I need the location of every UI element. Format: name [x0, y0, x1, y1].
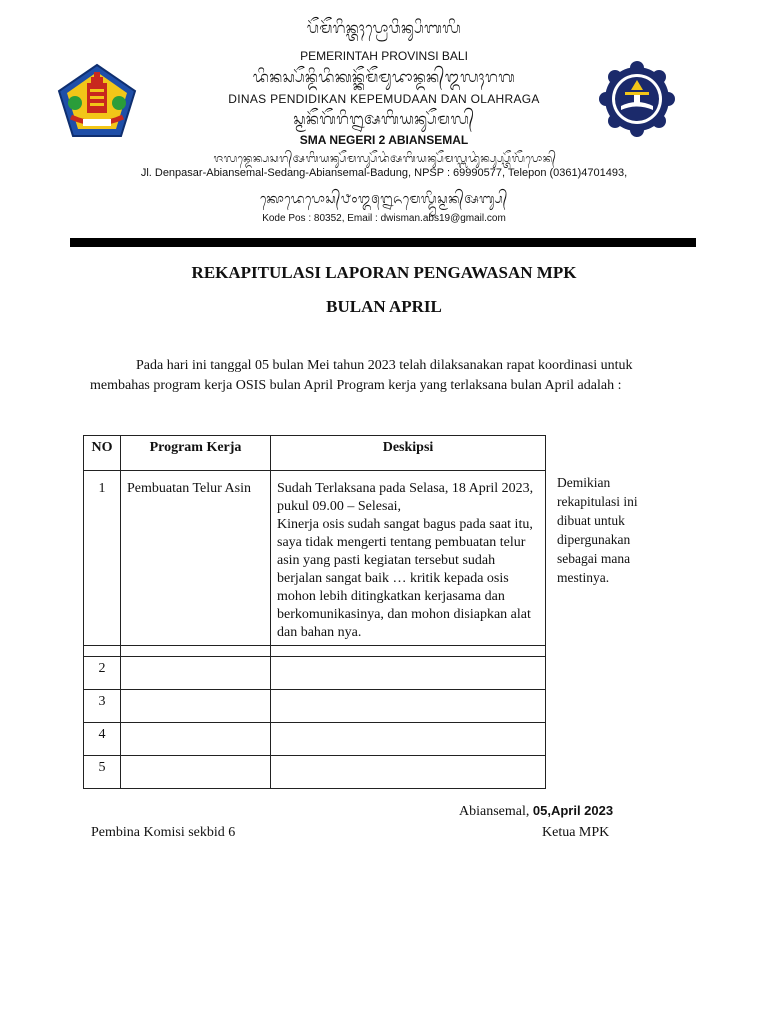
place-and-date — [459, 803, 613, 820]
intro-paragraph — [90, 356, 690, 396]
row-number: 4 — [84, 723, 121, 756]
department-name: DINAS PENDIDIKAN KEPEMUDAAN DAN OLAHRAGA — [228, 92, 540, 106]
letterhead-divider — [70, 238, 696, 247]
table-row — [84, 723, 546, 756]
program-name: Pembuatan Telur Asin — [121, 471, 271, 646]
table-row — [84, 646, 546, 657]
balinese-script-address: ᬚᬮᬦ᭄ᬤᬾᬦ᭄ᬧᬲᬭ᭄ᬅᬩᬶᬬᬦ᭄ᬲᭂᬫᬮ᭄ᬲᭂᬤᬂᬅᬩᬶᬬᬦ᭄ᬲᭂᬫᬮ᭄ᬩᬤᬸᬂᬦ᭄ᬧ᭄ᬲ᭄ᬧ᭄ᬢᭂᬮᭂᬧᭀᬦ᭄ — [213, 152, 557, 165]
column-header-program: Program Kerja — [121, 436, 271, 471]
column-header-no: NO — [84, 436, 121, 471]
table-row — [84, 756, 546, 789]
row-number: 5 — [84, 756, 121, 789]
row-number: 3 — [84, 690, 121, 723]
balinese-script-government: ᬧᭂᬫᭂᬭᬶᬦ᭄ᬢᬄᬧ᭄ᬭᭀᬯᬶᬦ᭄ᬲᬶᬩᬮᬶ — [306, 19, 462, 37]
right-signatory: Ketua MPK — [542, 825, 610, 840]
closing-note: Demikian rekapitulasi ini dibuat untuk dipergunakan sebagai mana mestinya. — [557, 475, 638, 585]
table-header-row — [84, 436, 546, 471]
document-subtitle: BULAN APRIL — [326, 297, 442, 316]
place: Abiansemal, — [459, 804, 530, 819]
column-header-description: Deskipsi — [271, 436, 546, 471]
intro-line-2: membahas program kerja OSIS bulan April Program kerja yang terlaksana bulan April adalah : — [90, 378, 622, 393]
program-description — [271, 471, 546, 646]
row-number: 1 — [84, 471, 121, 646]
balinese-script-contact: ᬓᭀᬤᬾᬧᭀᬲ᭄᭘᭐᭓᭕᭒ᬏᬫᬾᬮ᭄ᬤ᭄ᬯᬶᬲ᭄ᬫᬦ᭄ᬅᬩ᭄ᬲ᭄ — [260, 192, 508, 207]
left-signatory: Pembina Komisi sekbid 6 — [91, 825, 236, 840]
school-contact: Kode Pos : 80352, Email : dwisman.abs19@gmail.com — [262, 213, 506, 224]
description-review: Kinerja osis sudah sangat bagus pada saat itu, saya tidak mengerti tentang pembuatan telur asin yang pasti kegiatan tersebut sudah berjalan sangat baik … kritik kepada osis mohon lebih ditingkatkan kerjasama dan berkomunikasinya, dan mohon disiapkan alat dan bahan nya. — [277, 517, 533, 640]
bali-province-emblem-icon — [57, 63, 137, 138]
row-number: 2 — [84, 657, 121, 690]
document-title: REKAPITULASI LAPORAN PENGAWASAN MPK — [191, 263, 577, 282]
program-table — [83, 435, 546, 789]
school-emblem-icon — [596, 60, 678, 138]
school-name: SMA NEGERI 2 ABIANSEMAL — [299, 133, 469, 147]
date: 05,April 2023 — [532, 803, 614, 818]
government-name: PEMERINTAH PROVINSI BALI — [300, 49, 468, 63]
description-status: Sudah Terlaksana pada Selasa, 18 April 2023, pukul 09.00 – Selesai, — [277, 481, 534, 514]
school-address: Jl. Denpasar-Abiansemal-Sedang-Abiansemal-Badung, NPSP : 69990577, Telepon (0361)4701493, — [140, 167, 628, 179]
table-row — [84, 690, 546, 723]
balinese-script-department: ᬤᬶᬦᬲ᭄ᬧᭂᬦ᭄ᬤᬶᬤᬶᬓᬦ᭄ᬓᭂᬫᭂᬫᬸᬤᬵᬦ᭄ᬤᬦ᭄ᬑᬮᬄᬭᬕ — [252, 68, 516, 86]
balinese-script-school: ᬲ᭄ᬫᬦᭂᬕᭂᬭᬶ᭒ᬅᬩᬶᬬᬦ᭄ᬲᭂᬫᬮ᭄ — [293, 110, 475, 128]
intro-line-1: Pada hari ini tanggal 05 bulan Mei tahun 2023 telah dilaksanakan rapat koordinasi untuk — [136, 358, 633, 373]
table-row — [84, 657, 546, 690]
table-row — [84, 471, 546, 646]
